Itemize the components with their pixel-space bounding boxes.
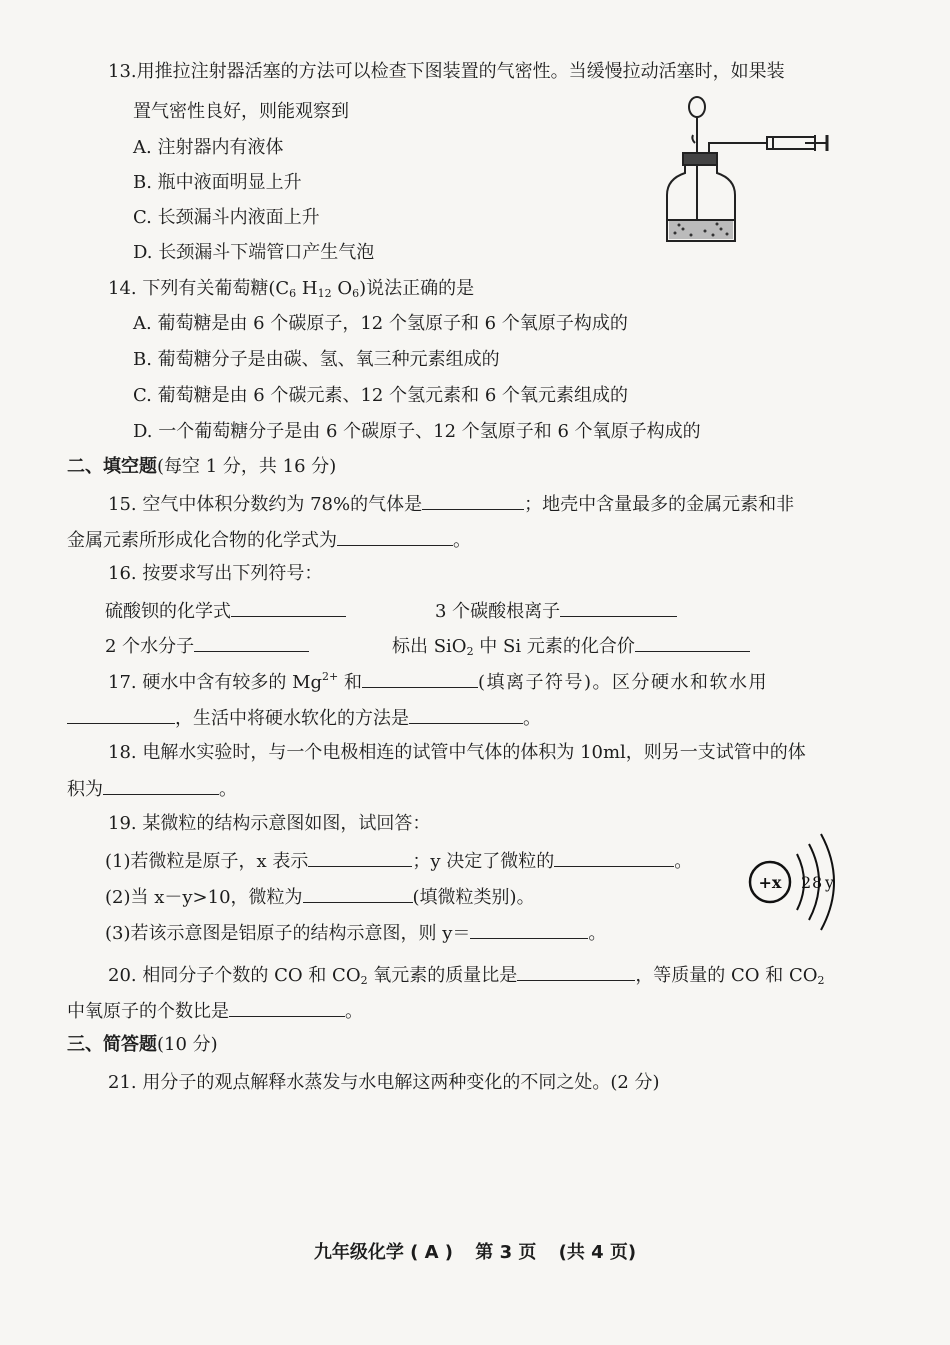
formula-o-sub: 6 (352, 287, 360, 300)
q20-sub-2: 2 (817, 974, 825, 987)
q17-text-3: (填离子符号)。区分硬水和软水用 (477, 672, 769, 693)
section2-title: 二、填空题 (67, 456, 157, 477)
q16-item3 (105, 633, 309, 659)
q19-sub2-a: (2)当 x－y>10，微粒为 (105, 887, 303, 908)
q19-blank-4[interactable] (470, 920, 588, 939)
rubber-stopper (683, 153, 717, 165)
formula-o: O (337, 278, 353, 299)
q19-sub3-a: (3)若该示意图是铝原子的结构示意图，则 y＝ (105, 923, 471, 944)
q13-option-b: B. 瓶中液面明显上升 (133, 172, 302, 193)
q15-blank-2[interactable] (337, 527, 453, 546)
shell-2-electrons: 8 (812, 873, 823, 892)
delivery-tube (709, 143, 767, 153)
q17-line2 (67, 705, 541, 731)
q16-stem: 16. 按要求写出下列符号： (108, 563, 323, 584)
q19-blank-3[interactable] (303, 884, 413, 903)
q17-blank-2[interactable] (67, 705, 175, 724)
q15-blank-1[interactable] (422, 491, 524, 510)
q19-sub1-b: ；y 决定了微粒的 (412, 851, 555, 872)
q14-option-a: A. 葡萄糖是由 6 个碳原子，12 个氢原子和 6 个氧原子构成的 (133, 313, 628, 334)
airtightness-apparatus-figure (655, 95, 840, 250)
section2-note: (每空 1 分，共 16 分) (157, 456, 337, 477)
q19-sub1-a: (1)若微粒是原子，x 表示 (105, 851, 309, 872)
funnel-bulb (689, 97, 705, 117)
q16-item2-label: 3 个碳酸根离子 (435, 601, 561, 622)
q14-stem-pre: 14. 下列有关葡萄糖( (108, 278, 276, 299)
q20-text-4: 中氧原子的个数比是 (67, 1001, 229, 1022)
q18-text-3: 。 (219, 779, 237, 800)
q19-sub3 (105, 920, 606, 946)
formula-c: C (275, 278, 290, 299)
q17-sup: 2+ (322, 670, 339, 683)
q19-sub2-b: (填微粒类别)。 (412, 887, 535, 908)
q17-blank-3[interactable] (409, 705, 523, 724)
q13-stem-line1: 13.用推拉注射器活塞的方法可以检查下图装置的气密性。当缓慢拉动活塞时，如果装 (108, 61, 785, 82)
q18-blank[interactable] (103, 776, 219, 795)
q17-text-4: ，生活中将硬水软化的方法是 (175, 708, 409, 729)
q16-item4-pre: 标出 SiO (392, 636, 467, 657)
footer-subject: 九年级化学 ( A ) (313, 1242, 454, 1263)
q19-sub2 (105, 884, 535, 910)
q19-sub1-c: 。 (674, 851, 693, 872)
q18-line2 (67, 776, 237, 802)
liquid (669, 220, 733, 239)
section3-title: 三、简答题 (67, 1034, 157, 1055)
q13-option-c: C. 长颈漏斗内液面上升 (133, 207, 320, 228)
q16-item2 (435, 598, 677, 624)
q15-line1 (108, 491, 794, 517)
q14-option-c: C. 葡萄糖是由 6 个碳元素、12 个氢元素和 6 个氧元素组成的 (133, 385, 628, 406)
q20-sub-1: 2 (360, 974, 368, 987)
q15-text-4: 。 (453, 530, 471, 551)
q16-blank-4[interactable] (635, 633, 750, 652)
atomic-structure-diagram (745, 830, 855, 940)
q13-option-a: A. 注射器内有液体 (133, 137, 284, 158)
q17-blank-1[interactable] (362, 669, 478, 688)
q17-text-1: 17. 硬水中含有较多的 Mg (108, 672, 323, 693)
section3-note: (10 分) (157, 1034, 218, 1055)
shell-3-electrons: y (825, 873, 835, 892)
q18-line1: 18. 电解水实验时，与一个电极相连的试管中气体的体积为 10ml，则另一支试管中的体 (108, 742, 806, 763)
q16-item4-post: 中 Si 元素的化合价 (473, 636, 635, 657)
q19-stem: 19. 某微粒的结构示意图如图，试回答： (108, 813, 431, 834)
q15-text-3: 金属元素所形成化合物的化学式为 (67, 530, 337, 551)
q16-item4 (392, 633, 750, 659)
q20-text-3: ，等质量的 CO 和 CO (635, 965, 818, 986)
page-footer (0, 1238, 950, 1264)
shell-1-electrons: 2 (801, 873, 812, 892)
q17-line1 (108, 669, 768, 695)
q20-line2 (67, 998, 363, 1024)
q21-text: 21. 用分子的观点解释水蒸发与水电解这两种变化的不同之处。(2 分) (108, 1072, 660, 1093)
q19-sub3-b: 。 (588, 923, 607, 944)
q13-option-d: D. 长颈漏斗下端管口产生气泡 (133, 242, 375, 263)
q16-blank-2[interactable] (560, 598, 677, 617)
q14-option-d: D. 一个葡萄糖分子是由 6 个碳原子、12 个氢原子和 6 个氧原子构成的 (133, 421, 701, 442)
q17-text-2: 和 (338, 672, 362, 693)
footer-page-number: 第 3 页 (475, 1242, 537, 1263)
q16-item1 (105, 598, 346, 624)
q15-text-1: 15. 空气中体积分数约为 78%的气体是 (108, 494, 423, 515)
q14-option-b: B. 葡萄糖分子是由碳、氢、氧三种元素组成的 (133, 349, 500, 370)
q16-blank-3[interactable] (194, 633, 309, 652)
q17-text-5: 。 (523, 708, 541, 729)
q13-stem-line2: 置气密性良好，则能观察到 (133, 101, 349, 122)
q20-blank-1[interactable] (517, 962, 635, 981)
section2-heading (67, 455, 336, 479)
footer-total-pages: (共 4 页) (558, 1242, 637, 1263)
q16-item1-label: 硫酸钡的化学式 (105, 601, 231, 622)
q15-line2 (67, 527, 471, 553)
q20-blank-2[interactable] (229, 998, 345, 1017)
q14-stem-post: )说法正确的是 (359, 278, 475, 299)
formula-h: H (301, 278, 318, 299)
q14-stem (108, 277, 474, 301)
formula-h-sub: 12 (317, 287, 332, 300)
formula-c-sub: 6 (289, 287, 297, 300)
q20-line1 (108, 962, 825, 988)
q19-blank-2[interactable] (554, 848, 674, 867)
nucleus-label: +x (758, 873, 782, 892)
q20-text-1: 20. 相同分子个数的 CO 和 CO (108, 965, 361, 986)
q15-text-2: ；地壳中含量最多的金属元素和非 (524, 494, 795, 515)
section3-heading (67, 1033, 218, 1057)
q18-text-2: 积为 (67, 779, 103, 800)
q16-blank-1[interactable] (231, 598, 346, 617)
q20-text-5: 。 (345, 1001, 363, 1022)
q16-item3-label: 2 个水分子 (105, 636, 195, 657)
q20-text-2: 氧元素的质量比是 (367, 965, 518, 986)
q16-item4-sub: 2 (466, 645, 474, 658)
q19-sub1 (105, 848, 692, 874)
q19-blank-1[interactable] (308, 848, 412, 867)
